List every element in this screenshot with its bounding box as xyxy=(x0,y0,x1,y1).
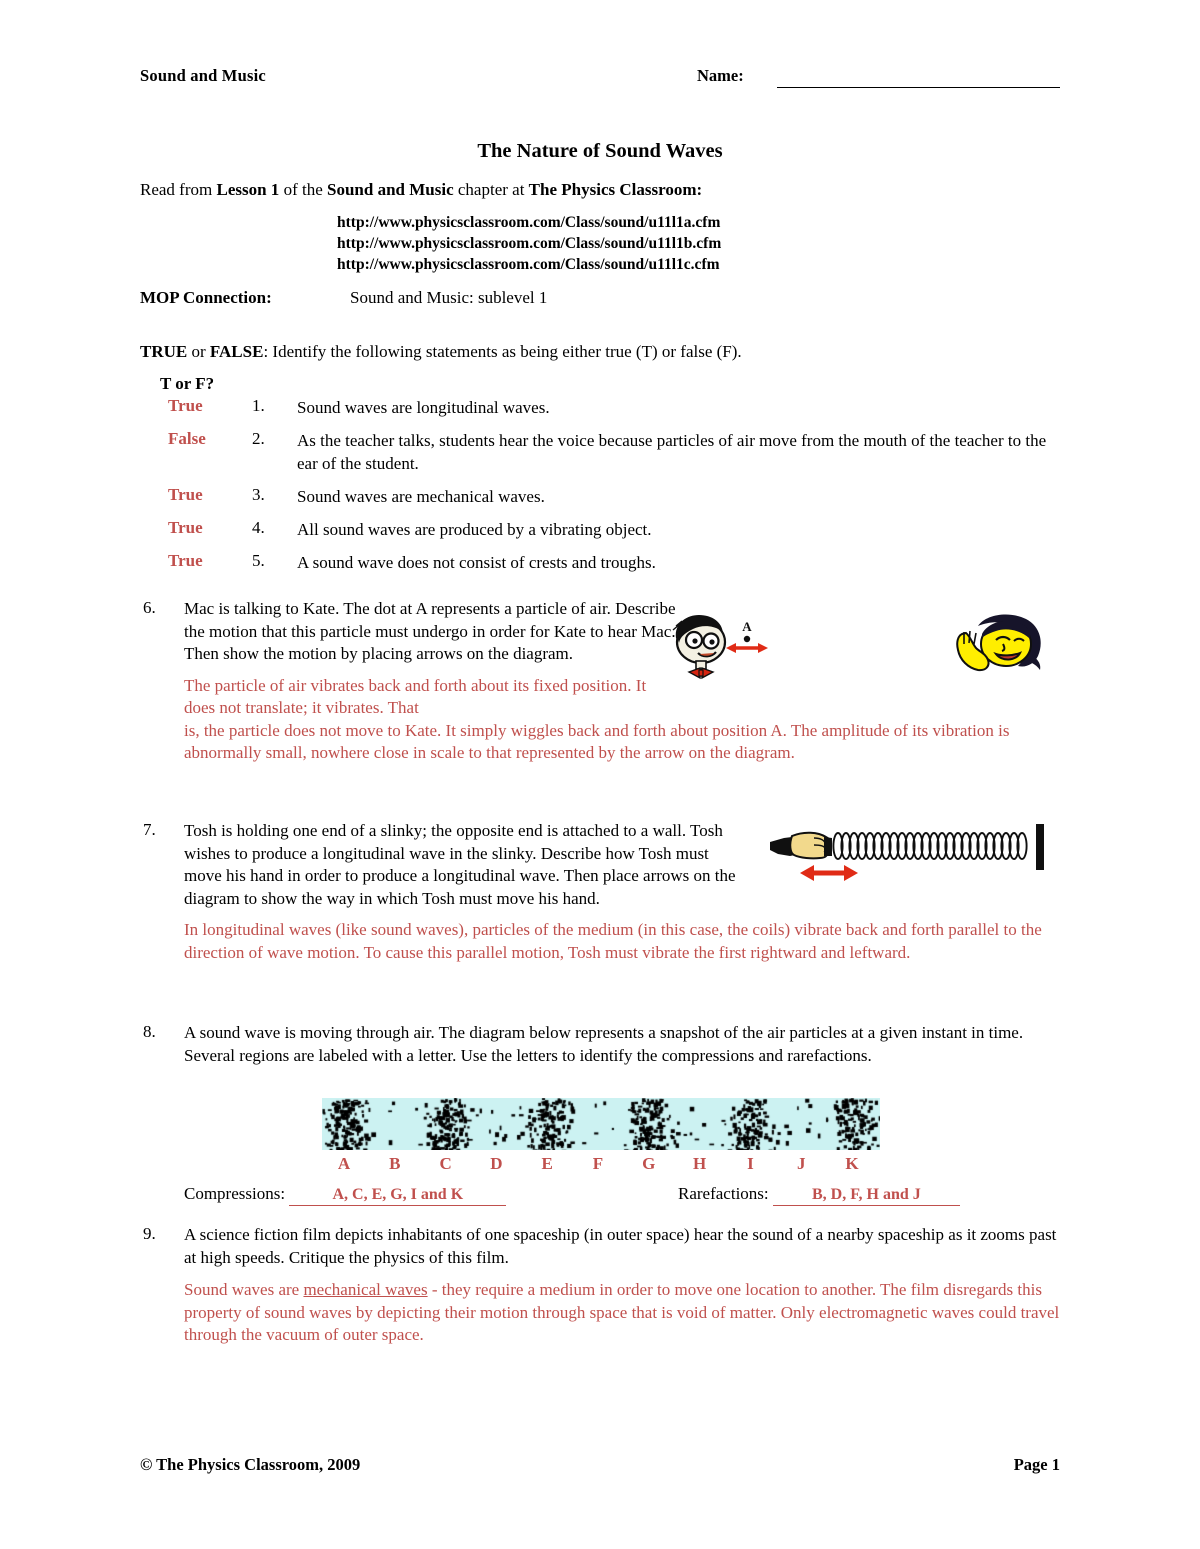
read-from-mid1: of the xyxy=(279,180,327,199)
question-7-answer: In longitudinal waves (like sound waves), particles of the medium (in this case, the coils) vibrate back and forth parallel to the direction of wave motion. To cause this parallel motion, Tosh must vibrate the first rightward and leftward. xyxy=(184,920,1042,962)
compressions-answer[interactable]: A, C, E, G, I and K xyxy=(289,1186,506,1206)
particle-label-a: A xyxy=(742,619,752,634)
rarefactions-group xyxy=(678,1184,960,1206)
particle-diagram-letter-labels xyxy=(322,1154,880,1176)
tf-number: 3. xyxy=(252,485,265,504)
page-header xyxy=(140,66,1060,92)
read-from-line xyxy=(140,180,1060,200)
read-from-mid2: chapter at xyxy=(453,180,529,199)
mop-value: Sound and Music: sublevel 1 xyxy=(350,288,548,307)
resource-url-list xyxy=(337,212,721,275)
question-9 xyxy=(140,1224,1060,1347)
page-number: Page 1 xyxy=(1013,1455,1060,1474)
question-9-answer-pre: Sound waves are xyxy=(184,1280,304,1299)
question-9-number: 9. xyxy=(143,1224,156,1243)
read-from-lesson: Lesson 1 xyxy=(216,180,280,199)
question-9-answer-post: - they require a medium in order to move one location to another. The film disregards this property of sound waves by depicting their motion through space that is void of matter. Only electromagnetic waves could travel through the vacuum of outer space. xyxy=(184,1280,1060,1344)
resource-url-1[interactable]: http://www.physicsclassroom.com/Class/sound/u11l1a.cfm xyxy=(337,214,721,231)
table-row xyxy=(140,429,1060,475)
question-6-number: 6. xyxy=(143,598,156,617)
read-from-prefix: Read from xyxy=(140,180,217,199)
slinky-diagram xyxy=(770,818,1052,890)
tf-number: 2. xyxy=(252,429,265,448)
read-from-chapter: Sound and Music xyxy=(327,180,454,199)
rarefactions-answer[interactable]: B, D, F, H and J xyxy=(773,1186,960,1206)
page-footer xyxy=(140,1455,1060,1475)
particle-region-label: C xyxy=(439,1154,452,1173)
question-8 xyxy=(140,1022,1060,1067)
compressions-label: Compressions: xyxy=(184,1184,286,1203)
question-7-prompt: Tosh is holding one end of a slinky; the opposite end is attached to a wall. Tosh wishes to produce a longitudinal wave in the slinky. Describe how Tosh must move his hand in order to produce a longitudinal wave. Then place arrows on the diagram to show the way in which Tosh must move his hand. xyxy=(184,821,736,908)
mac-cartoon xyxy=(668,612,788,684)
tf-answer[interactable]: True xyxy=(168,485,203,504)
tf-answer[interactable]: True xyxy=(168,396,203,415)
tf-intro-rest: : Identify the following statements as being either true (T) or false (F). xyxy=(263,342,742,361)
kate-cartoon xyxy=(948,612,1052,678)
particle-region-label: J xyxy=(796,1154,806,1173)
name-label: Name: xyxy=(697,66,744,85)
tf-column-header: T or F? xyxy=(160,374,215,393)
tf-intro-or: or xyxy=(187,342,210,361)
tf-statement: Sound waves are mechanical waves. xyxy=(297,487,545,506)
particle-region-label: B xyxy=(389,1154,401,1173)
tf-statement: As the teacher talks, students hear the voice because particles of air move from the mouth of the teacher to the ear of the student. xyxy=(297,431,1047,473)
tf-answer[interactable]: True xyxy=(168,551,203,570)
question-8-number: 8. xyxy=(143,1022,156,1041)
tf-answer[interactable]: True xyxy=(168,518,203,537)
wall xyxy=(1036,824,1044,870)
table-row xyxy=(140,485,1060,508)
name-blank-line[interactable] xyxy=(777,87,1060,88)
particle-region-label: I xyxy=(747,1154,754,1173)
particle-region-label: G xyxy=(642,1154,656,1173)
compressions-rarefactions-row xyxy=(184,1184,1064,1210)
question-6-answer-part1: The particle of air vibrates back and forth about its fixed position. It does not translate; it vibrates. That xyxy=(184,675,647,717)
particle-region-label: H xyxy=(692,1154,707,1173)
slinky-spring xyxy=(833,833,1026,859)
air-particle-dot xyxy=(744,636,750,642)
read-from-site: The Physics Classroom: xyxy=(528,180,703,199)
tf-answer[interactable]: False xyxy=(168,429,206,448)
particle-region-label: E xyxy=(541,1154,553,1173)
tf-statement: A sound wave does not consist of crests and troughs. xyxy=(297,553,656,572)
table-row xyxy=(140,551,1060,574)
true-false-instructions xyxy=(140,342,1060,362)
question-6 xyxy=(140,598,1060,765)
table-row xyxy=(140,396,1060,419)
true-false-list xyxy=(140,396,1060,584)
mop-label: MOP Connection: xyxy=(140,288,272,307)
hand-motion-arrow-icon xyxy=(800,865,858,881)
particle-region-label: D xyxy=(490,1154,503,1173)
particle-region-label: A xyxy=(337,1154,351,1173)
resource-url-2[interactable]: http://www.physicsclassroom.com/Class/sound/u11l1b.cfm xyxy=(337,235,722,252)
tf-intro-false: FALSE xyxy=(209,342,264,361)
question-6-answer-part2: is, the particle does not move to Kate. It simply wiggles back and forth about position A. The amplitude of its vibration is abnormally small, nowhere close in scale to that represented by the arrow on the diagram. xyxy=(184,720,1010,762)
tf-statement: All sound waves are produced by a vibrating object. xyxy=(297,520,652,539)
air-particle-diagram xyxy=(322,1098,880,1150)
question-9-answer xyxy=(184,1279,1064,1347)
particle-region-label: K xyxy=(845,1154,859,1173)
mop-connection-row xyxy=(140,288,1060,308)
page-title: The Nature of Sound Waves xyxy=(477,140,723,162)
tf-number: 4. xyxy=(252,518,265,537)
particle-region-label: F xyxy=(592,1154,604,1173)
question-9-prompt: A science fiction film depicts inhabitants of one spaceship (in outer space) hear the sound of a nearby spaceship as it zooms past at high speeds. Critique the physics of this film. xyxy=(184,1225,1057,1267)
question-7-number: 7. xyxy=(143,820,156,839)
resource-url-3[interactable]: http://www.physicsclassroom.com/Class/sound/u11l1c.cfm xyxy=(337,256,720,273)
table-row xyxy=(140,518,1060,541)
tf-number: 5. xyxy=(252,551,265,570)
question-8-prompt: A sound wave is moving through air. The diagram below represents a snapshot of the air particles at a given instant in time. Several regions are labeled with a letter. Use the letters to identify the compressions and rarefactions. xyxy=(184,1023,1024,1065)
tf-statement: Sound waves are longitudinal waves. xyxy=(297,398,550,417)
vibration-arrow-icon xyxy=(726,643,768,653)
question-6-prompt: Mac is talking to Kate. The dot at A represents a particle of air. Describe the motion that this particle must undergo in order for Kate to hear Mac. Then show the motion by placing arrows on the diagram. xyxy=(184,599,676,663)
tf-intro-true: TRUE xyxy=(140,342,188,361)
tf-number: 1. xyxy=(252,396,265,415)
question-9-answer-underlined: mechanical waves xyxy=(303,1280,428,1299)
rarefactions-label: Rarefactions: xyxy=(678,1184,769,1203)
particle-density-canvas xyxy=(322,1098,880,1150)
course-title: Sound and Music xyxy=(140,66,266,85)
copyright-notice: © The Physics Classroom, 2009 xyxy=(140,1455,361,1474)
